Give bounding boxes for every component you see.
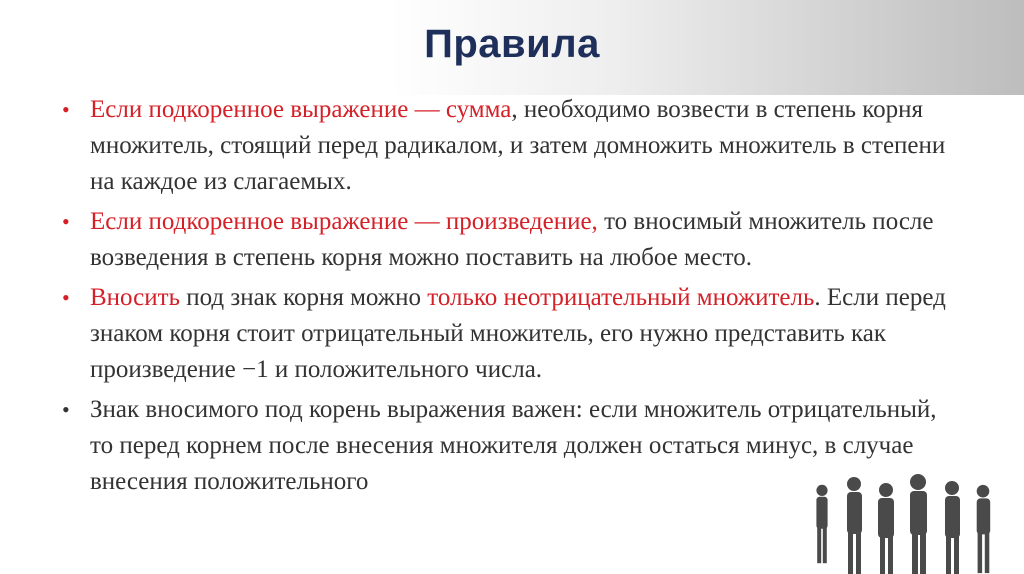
rule-item-3 [60,280,960,388]
rule-3-text-b: . Если перед знаком корня стоит отрицательный множитель, его нужно представить как произведение −1 и положительного числа. [90,284,946,383]
rule-4-text: Знак вносимого под корень выражения важен: если множитель отрицательный, то перед корнем после внесения множителя должен остаться минус, в случае внесения положительного [90,396,937,495]
rule-item-1 [60,92,960,200]
rule-3-text-a: под знак корня можно [179,284,428,311]
rule-2-text: то вносимый множитель после возведения в степень корня можно поставить на любое место. [90,208,934,271]
bullet-marker: • [62,97,70,122]
rule-item-2 [60,204,960,276]
bullet-marker: • [62,285,70,310]
bullet-marker: • [62,209,70,234]
rule-1-text: , необходимо возвести в степень корня множитель, стоящий перед радикалом, и затем домножить множитель в степени на каждое из слагаемых. [90,96,946,195]
rule-1-highlight: Если подкоренное выражение — сумма [90,96,512,123]
slide-title: Правила [424,22,600,66]
rule-3-highlight-condition: только неотрицательный множитель [427,284,815,311]
rule-item-4 [60,392,960,500]
rule-2-highlight: Если подкоренное выражение — произведение, [90,208,598,235]
rule-3-highlight-verb: Вносить [90,284,180,311]
bullet-marker: • [62,397,70,422]
rules-list [60,92,960,504]
